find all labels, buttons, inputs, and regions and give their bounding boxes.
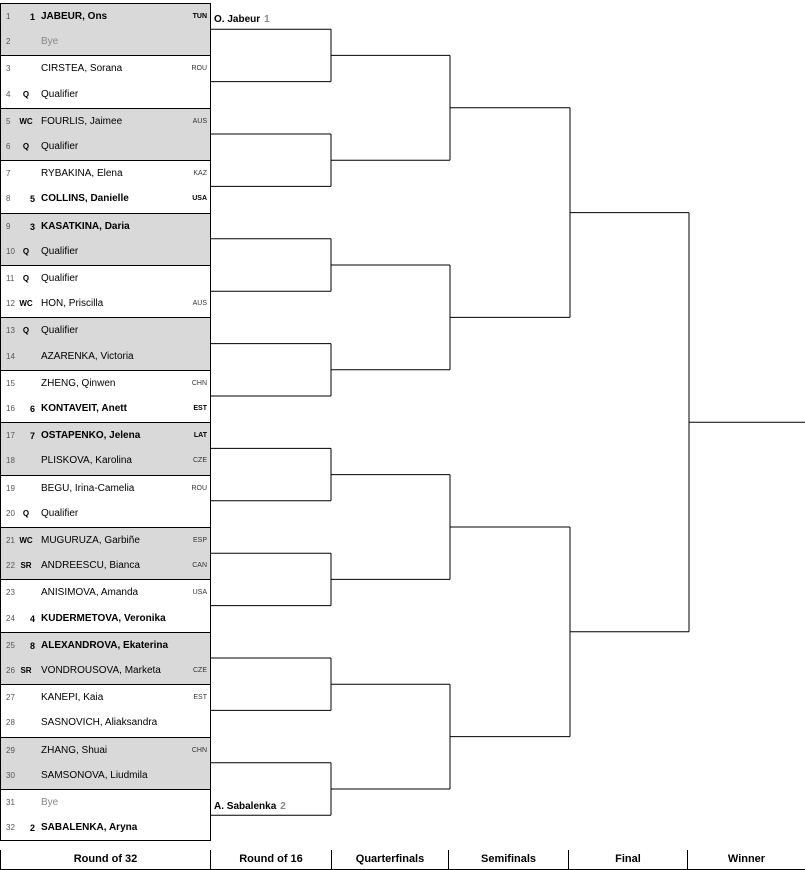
player-name: Qualifier [41, 141, 79, 152]
draw-position: 7 [6, 169, 11, 179]
seed-number: 4 [29, 613, 35, 624]
country-code: KAZ [193, 170, 207, 178]
player-name: OSTAPENKO, Jelena [41, 430, 141, 442]
seed-number: 2 [29, 823, 35, 834]
country-code: ESP [192, 537, 207, 544]
draw-position: 19 [6, 483, 15, 493]
seed-number: 7 [29, 431, 35, 442]
country-code: EST [193, 694, 207, 702]
country-code: CZE [193, 457, 207, 465]
player-name: Qualifier [41, 507, 79, 519]
round-label-winner: Winner [687, 850, 805, 870]
player-name: CIRSTEA, Sorana [41, 63, 123, 75]
draw-position: 12 [6, 299, 15, 309]
entry-status: Q [22, 274, 30, 283]
draw-position: 11 [6, 274, 15, 283]
entry-status: Q [22, 326, 30, 336]
seed-number: 8 [29, 640, 35, 651]
rounds-footer [0, 850, 805, 870]
player-name: JABEUR, Ons [41, 11, 108, 22]
country-code: USA [192, 589, 207, 597]
country-code: EST [193, 405, 207, 412]
entry-status: WC [19, 299, 33, 309]
player-name: ZHANG, Shuai [41, 744, 108, 756]
country-code: AUS [192, 117, 207, 125]
entry-status: WC [19, 116, 33, 126]
player-name: SAMSONOVA, Liudmila [41, 769, 148, 781]
advancer-bottom [214, 801, 286, 812]
advancer-top [214, 14, 270, 25]
round-label-final: Final [568, 850, 687, 870]
draw-position: 28 [6, 718, 15, 728]
draw-position: 10 [6, 246, 15, 256]
player-name: PLISKOVA, Karolina [41, 455, 132, 467]
player-name: ANISIMOVA, Amanda [41, 587, 139, 599]
entry-status: Q [22, 246, 30, 256]
draw-position: 25 [6, 640, 15, 650]
advancer-top-seed: 1 [264, 14, 270, 25]
player-name: FOURLIS, Jaimee [41, 115, 123, 127]
seed-number: 1 [29, 12, 35, 22]
player-name: SABALENKA, Aryna [41, 822, 138, 834]
draw-position: 21 [6, 536, 15, 545]
player-name: COLLINS, Danielle [41, 193, 129, 205]
player-name: SASNOVICH, Aliaksandra [41, 717, 158, 729]
draw-position: 9 [6, 221, 11, 231]
player-name: KUDERMETOVA, Veronika [41, 612, 166, 624]
draw-position: 1 [6, 12, 11, 21]
player-name: Qualifier [41, 273, 79, 284]
draw-position: 32 [6, 823, 15, 833]
advancer-bottom-name: A. Sabalenka [214, 801, 277, 812]
draw-position: 31 [6, 798, 15, 807]
player-name: RYBAKINA, Elena [41, 168, 123, 180]
country-code: ROU [191, 484, 207, 492]
player-name: KASATKINA, Daria [41, 220, 130, 232]
seed-number: 5 [29, 194, 35, 205]
player-name: KONTAVEIT, Anett [41, 403, 127, 414]
player-name: ALEXANDROVA, Ekaterina [41, 639, 169, 651]
country-code: CAN [192, 562, 207, 570]
draw-position: 4 [6, 89, 11, 99]
player-name: ANDREESCU, Bianca [41, 560, 140, 572]
draw-position: 6 [6, 142, 11, 151]
country-code: LAT [193, 432, 207, 440]
player-name: Bye [41, 36, 59, 48]
draw-position: 29 [6, 745, 15, 755]
round-label-qf: Quarterfinals [331, 850, 448, 870]
round-label-r16: Round of 16 [210, 850, 331, 870]
entry-status: SR [20, 561, 32, 571]
draw-position: 30 [6, 770, 15, 780]
draw-position: 22 [6, 561, 15, 571]
country-code: CHN [191, 379, 207, 387]
entry-status: Q [22, 142, 30, 151]
player-name: KANEPI, Kaia [41, 692, 104, 704]
advancer-top-name: O. Jabeur [214, 14, 261, 25]
draw-position: 26 [6, 666, 15, 675]
draw-position: 20 [6, 508, 15, 518]
round-label-r32: Round of 32 [0, 850, 210, 870]
entry-status: Q [22, 89, 30, 99]
player-name: Qualifier [41, 88, 79, 100]
country-code: CHN [191, 746, 207, 754]
player-name: VONDROUSOVA, Marketa [41, 665, 161, 676]
country-code: ROU [191, 65, 207, 73]
draw-position: 2 [6, 37, 11, 47]
player-name: Qualifier [41, 245, 79, 257]
player-name: ZHENG, Qinwen [41, 377, 116, 389]
draw-position: 24 [6, 613, 15, 623]
advancer-bottom-seed: 2 [280, 801, 286, 812]
entry-status: SR [20, 666, 32, 675]
player-name: BEGU, Irina-Camelia [41, 482, 135, 494]
draw-position: 23 [6, 588, 15, 598]
entry-status: WC [19, 536, 33, 545]
entry-status: Q [22, 508, 30, 518]
country-code: USA [192, 195, 207, 203]
draw-position: 16 [6, 404, 15, 413]
draw-position: 8 [6, 194, 11, 204]
player-name: Bye [41, 797, 59, 808]
draw-position: 5 [6, 116, 11, 126]
player-name: MUGURUZA, Garbiñe [41, 535, 140, 546]
draw-position: 13 [6, 326, 15, 336]
round-label-sf: Semifinals [448, 850, 568, 870]
country-code: AUS [192, 300, 207, 308]
draw-position: 17 [6, 431, 15, 441]
draw-position: 14 [6, 351, 15, 361]
player-name: AZARENKA, Victoria [41, 350, 134, 362]
draw-position: 27 [6, 693, 15, 703]
seed-number: 3 [29, 221, 35, 232]
draw-position: 3 [6, 64, 11, 74]
draw-position: 15 [6, 378, 15, 388]
country-code: TUN [192, 13, 207, 20]
player-name: HON, Priscilla [41, 298, 104, 310]
country-code: CZE [193, 667, 207, 674]
draw-position: 18 [6, 456, 15, 466]
player-name: Qualifier [41, 325, 79, 337]
seed-number: 6 [29, 404, 35, 414]
